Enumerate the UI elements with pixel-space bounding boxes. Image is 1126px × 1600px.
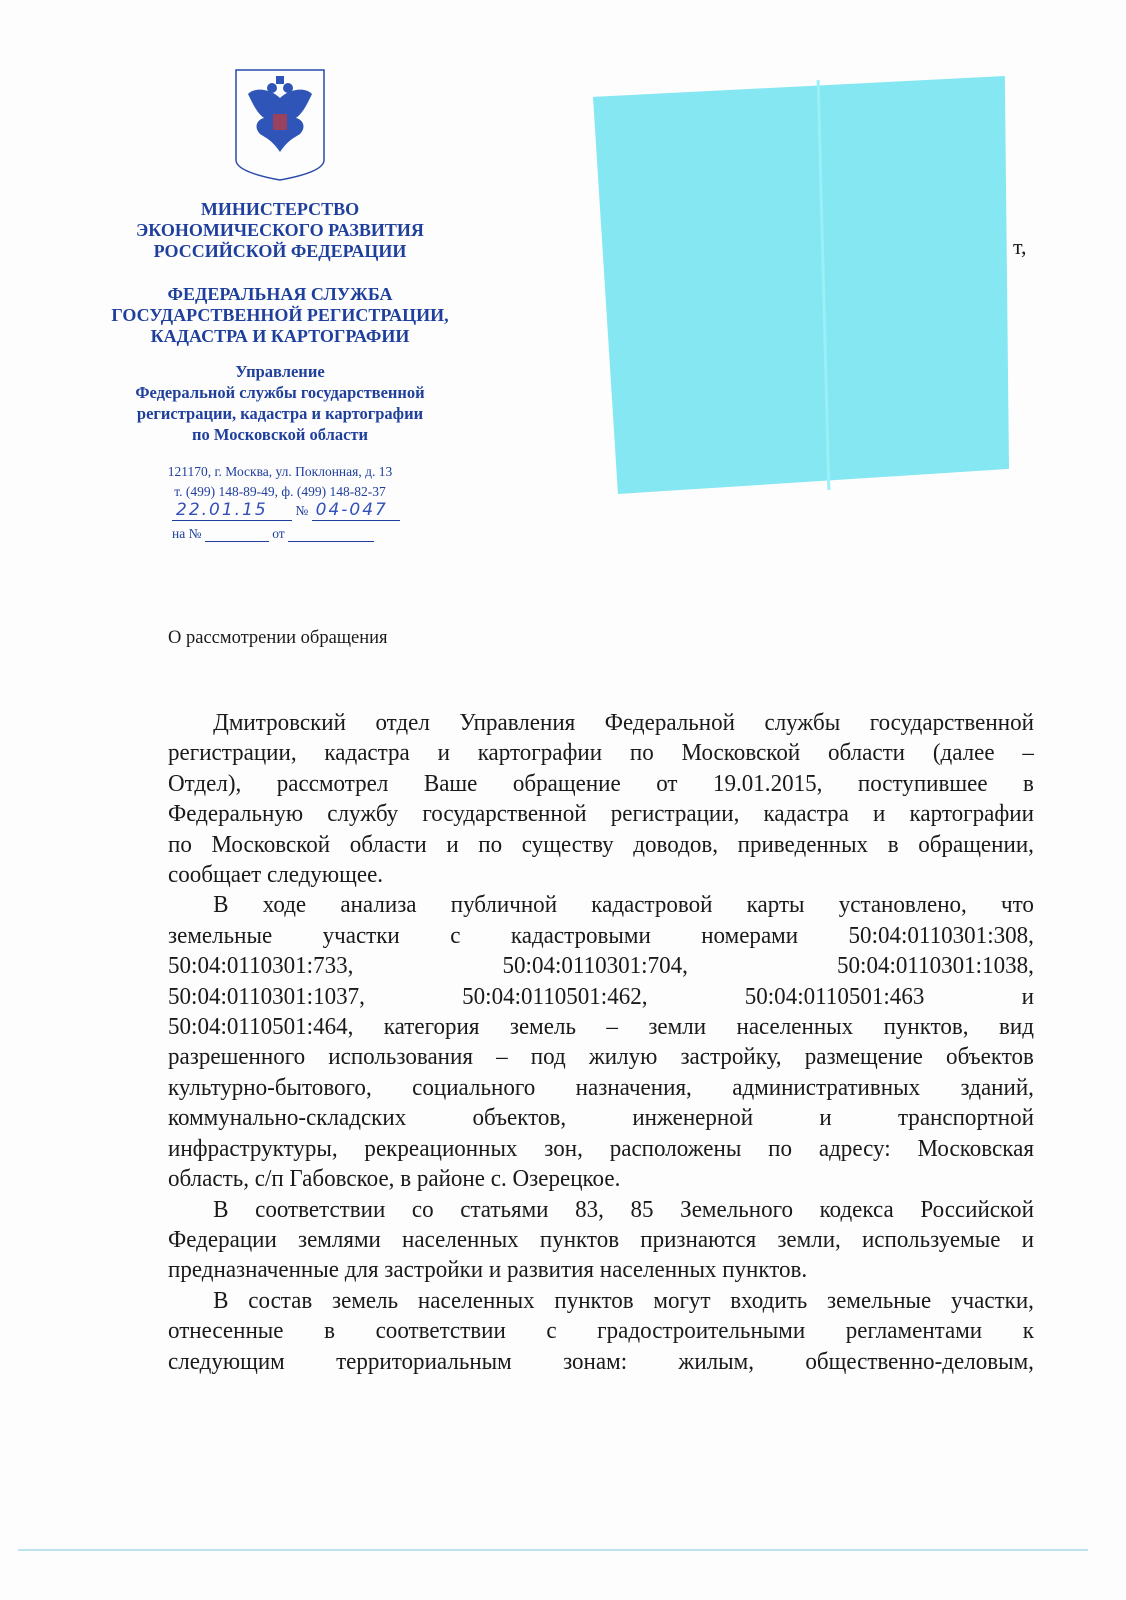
addressee-fragment: т, [1013,234,1027,259]
paragraph-line: инфраструктуры, рекреационных зон, расположены по адресу: Московская [168,1135,1034,1162]
paragraph-line: В ходе анализа публичной кадастровой карты установлено, что [213,892,1034,919]
handwritten-date: 22.01.15 [172,500,292,521]
paragraph-line: отнесенные в соответствии с градостроительными регламентами к [168,1318,1034,1345]
paragraph-line: культурно-бытового, социального назначения, административных зданий, [168,1074,1034,1101]
department-name [90,361,470,445]
contact-info [90,462,470,482]
service-line: ГОСУДАРСТВЕННОЙ РЕГИСТРАЦИИ, [111,305,449,325]
service-line: КАДАСТРА И КАРТОГРАФИИ [150,326,410,346]
coat-of-arms-emblem [234,68,326,182]
paragraph-line: 50:04:0110301:733, 50:04:0110301:704, 50:04:0110301:1038, [168,953,1034,980]
phones-block [90,482,470,502]
sticky-note-redaction [593,76,1009,494]
paragraph-line: область, с/п Габовское, в районе с. Озерецкое. [168,1166,621,1193]
department-line: Федеральной службы государственной [135,383,425,402]
paragraph-line: регистрации, кадастра и картографии по Московской области (далее – [168,740,1034,767]
paragraph-line: разрешенного использования – под жилую застройку, размещение объектов [168,1044,1034,1071]
department-line: по Московской области [191,425,369,444]
paragraph-line: сообщает следующее. [168,862,384,889]
paragraph-line: Федеральную службу государственной регистрации, кадастра и картографии [168,801,1034,828]
paragraph-line: Федерации землями населенных пунктов признаются земли, используемые и [168,1226,1034,1253]
paragraph-line: Отдел), рассмотрел Ваше обращение от 19.01.2015, поступившее в [168,770,1034,797]
service-line: ФЕДЕРАЛЬНАЯ СЛУЖБА [167,284,393,304]
number-label: № [295,503,309,518]
handwritten-number: 04-047 [312,500,400,521]
paragraph-line: земельные участки с кадастровыми номерами 50:04:0110301:308, [168,922,1034,949]
address: 121170, г. Москва, ул. Поклонная, д. 13 [167,464,393,479]
reference-line [172,526,374,542]
ref-from-label: от [272,526,285,541]
paragraph-line: коммунально-складских объектов, инженерной и транспортной [168,1105,1034,1132]
ministry-line: МИНИСТЕРСТВО [200,199,360,219]
ref-label: на № [172,526,202,541]
paragraph-line: по Московской области и по существу доводов, приведенных в обращении, [168,831,1034,858]
ministry-line: РОССИЙСКОЙ ФЕДЕРАЦИИ [153,241,407,261]
ref-from-blank [288,527,374,542]
registration-line [172,500,400,521]
paragraph [168,890,1034,1194]
phones: т. (499) 148-89-49, ф. (499) 148-82-37 [174,484,386,499]
paragraph [168,1286,1034,1377]
ministry-name [90,199,470,262]
paragraph [168,708,1034,890]
letter-subject: О рассмотрении обращения [168,628,388,648]
department-line: регистрации, кадастра и картографии [136,404,424,423]
service-name [90,284,470,347]
paragraph-line: В состав земель населенных пунктов могут входить земельные участки, [213,1287,1034,1314]
paragraph-line: следующим территориальным зонам: жилым, общественно-деловым, [168,1348,1034,1375]
paragraph-line: предназначенные для застройки и развития населенных пунктов. [168,1257,808,1284]
department-line: Управление [235,362,325,381]
letter-body [168,708,1034,1377]
ref-blank [205,527,269,542]
paragraph [168,1195,1034,1286]
ministry-line: ЭКОНОМИЧЕСКОГО РАЗВИТИЯ [136,220,424,240]
paragraph-line: Дмитровский отдел Управления Федеральной службы государственной [213,710,1034,736]
paragraph-line: В соответствии со статьями 83, 85 Земельного кодекса Российской [213,1196,1034,1223]
paragraph-line: 50:04:0110501:464, категория земель – земли населенных пунктов, вид [168,1014,1034,1041]
paragraph-line: 50:04:0110301:1037, 50:04:0110501:462, 50:04:0110501:463 и [168,983,1034,1010]
page-edge-line [18,1549,1088,1551]
